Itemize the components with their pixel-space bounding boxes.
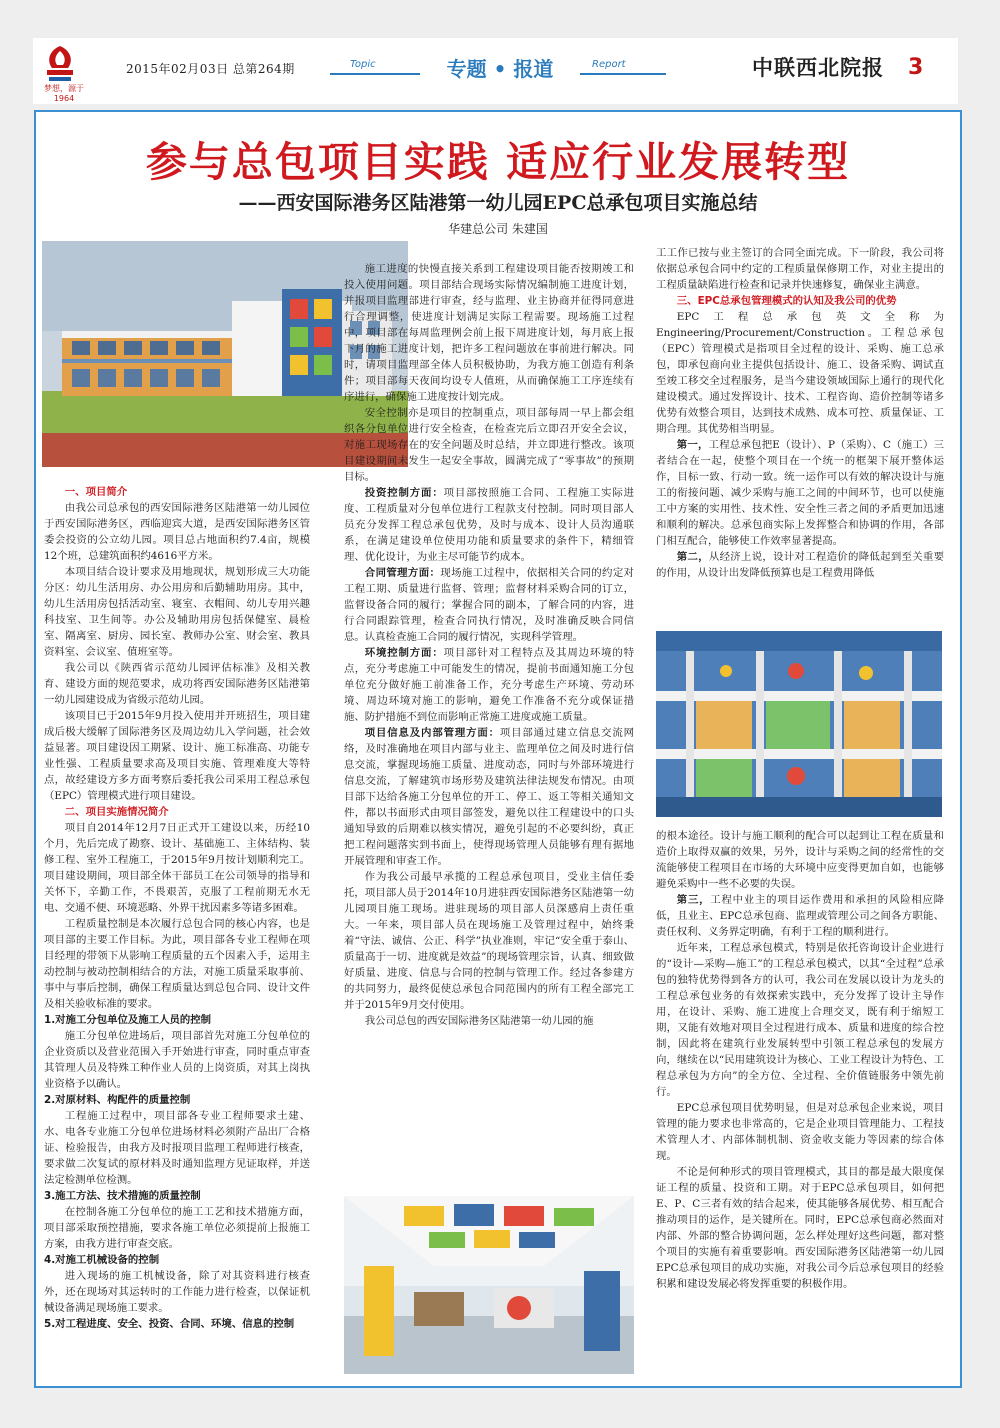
paragraph: 由我公司总承包的西安国际港务区陆港第一幼儿园位于西安国际港务区，西临迎宾大道，是西安国际港务区管委会投资的公立幼儿园。项目总占地面积约7.4亩，规模12个班，总建筑面积约4616平方米。 — [44, 502, 310, 562]
paragraph — [344, 645, 634, 725]
paragraph — [344, 725, 634, 869]
paragraph-lead: 项目信息及内部管理方面： — [364, 727, 500, 739]
paragraph — [344, 565, 634, 645]
issue-date: 2015年02月03日 总第264期 — [126, 62, 295, 76]
paragraph: 近年来，工程总承包模式，特别是依托咨询设计企业进行的“设计—采购—施工”的工程总承包模式，以其“全过程”总承包的独特优势得到各方的认可，我公司在发展以设计为龙头的工程总承包业务的有效探索实践中，充分发挥了设计主导作用，在设计、采购、施工进度上合理交叉，既有利于缩短工期，又能有效地对项目全过程进行成本、质量和进度的综合控制，因此将在建筑行业发展转型中引领工程总承包的发展方向，继续在以“民用建筑设计为核心、工业工程设计为特色、工程总承包为方向”的全方位、全过程、全价值链服务中领先前行。 — [656, 942, 944, 1098]
paragraph: 项目自2014年12月7日正式开工建设以来，历经10个月，先后完成了勘察、设计、基础施工、主体结构、装修工程、室外工程施工，于2015年9月按计划顺利完工。项目建设期间，项目部全体干部员工在公司领导的指导和关怀下，辛勤工作，不畏艰苦，克服了工程前期无水无电、交通不便、环境恶略、外界干扰因素多等诸多困难。 — [44, 822, 310, 914]
paragraph: 进入现场的施工机械设备，除了对其资料进行核查外，还在现场对其运转时的工作能力进行检查，以保证机械设备满足现场施工要求。 — [44, 1270, 310, 1314]
subsection-heading: 2.对原材料、构配件的质量控制 — [44, 1094, 191, 1106]
paragraph: 的根本途径。设计与施工顺利的配合可以起到让工程在质量和造价上取得双赢的效果，另外，设计与采购之间的经常性的交流能够使工程项目在市场的大环境中应变得更加自如，也能够避免采购中一些不必要的失误。 — [656, 830, 944, 890]
subsection-heading: 4.对施工机械设备的控制 — [44, 1254, 160, 1266]
paragraph: EPC总承包项目优势明显，但是对总承包企业来说，项目管理的能力要求也非常高的，它是企业项目管理能力、工程技术管理人才、内部体制机制、资金收支能力等因素的综合体现。 — [656, 1102, 944, 1162]
section-heading: 一、项目简介 — [64, 486, 128, 498]
paragraph — [656, 437, 944, 549]
paragraph-text: 项目部针对工程特点及其周边环境的特点，充分考虑施工中可能发生的情况，提前书面通知施工分包单位充分做好施工前准备工作，充分考虑生产环境、劳动环境、周边环境对施工的影响，避免工作准备不充分或保证措施、防护措施不到位而影响正常施工进度或施工质量。 — [344, 647, 634, 723]
paragraph-text: 现场施工过程中，依据相关合同的约定对工程工期、质量进行监督、管理；监督材料采购合同的订立，监督设备合同的履行；掌握合同的副本，了解合同的内容，进行合同跟踪管理，检查合同执行情况，及时准确反映合同信息。认真检查施工合同的履行情况，实现科学管理。 — [344, 567, 634, 643]
paragraph-lead: 第一， — [676, 439, 709, 451]
article-title: 参与总包项目实践 适应行业发展转型 — [145, 138, 851, 186]
topic-label-right: Report — [592, 59, 626, 70]
paragraph-text: 从经济上说，设计对工程造价的降低起到至关重要的作用，从设计出发降低预算也是工程费用降低 — [656, 551, 944, 579]
paragraph: 安全控制亦是项目的控制重点，项目部每周一早上都会组织各分包单位进行安全检查，在检查完后立即召开安全会议，对施工现场存在的安全问题及时总结，并立即进行整改。该项目建设期间未发生一起安全事故，圆满完成了“零事故”的预期目标。 — [344, 407, 634, 483]
paragraph: 施工进度的快慢直接关系到工程建设项目能否按期竣工和投入使用问题。项目部结合现场实际情况编制施工进度计划，并报项目监理部进行审查，经与监理、业主协商并征得同意进行合理调整，使进度计划满足实际工程需要。现场施工过程中，项目部在每周监理例会前上报下周进度计划，每月底上报下月的施工进度计划，把许多工程问题放在事前进行解决。同时，请项目监理部全体人员积极协助，为我方施工创造有利条件；项目部每天夜间均设专人值班，从而确保施工工序连续有序进行，确保施工进度按计划完成。 — [344, 263, 634, 403]
paragraph-text: 项目部按照施工合同、工程施工实际进度、工程质量对分包单位进行工程款支付控制。同时项目部人员充分发挥工程总承包优势，及时与成本、设计人员沟通联系，在满足建设单位使用功能和质量要求的条件下，精细管理、优化设计，为业主尽可能节约成本。 — [344, 487, 634, 563]
section-heading: 二、项目实施情况简介 — [64, 806, 169, 818]
paragraph — [344, 485, 634, 565]
paragraph-lead: 第二， — [676, 551, 709, 563]
paragraph-text: 工程中业主的项目运作费用和承担的风险相应降低，且业主、EPC总承包商、监理或管理公司之间各方职能、责任权利、义务界定明确，有利于工程的顺利进行。 — [656, 894, 944, 938]
paragraph-lead: 合同管理方面： — [364, 567, 441, 579]
paragraph: 在控制各施工分包单位的施工工艺和技术措施方面，项目部采取预控措施，要求各施工单位必须提前上报施工方案，由我方进行审查交底。 — [44, 1206, 310, 1250]
paragraph: 该项目已于2015年9月投入使用并开班招生，项目建成后极大缓解了国际港务区及周边幼儿入学问题，社会效益显著。项目建设因工期紧、设计、施工标准高、功能专业性强、工程质量要求高及项目实施、管理难度大等特点，故经建设方多方面考察后委托我公司采用工程总承包（EPC）管理模式进行项目建设。 — [44, 710, 310, 802]
column-2 — [344, 261, 634, 1191]
photo-atrium-corridor — [656, 631, 942, 817]
paragraph: 施工分包单位进场后，项目部首先对施工分包单位的企业资质以及营业范围入手开始进行审查，同时重点审查其管理人员及特殊工种作业人员的上岗资质，对其上岗执业资格予以确认。 — [44, 1030, 310, 1090]
topic-label-left: Topic — [350, 59, 376, 70]
paragraph: 工工作已按与业主签订的合同全面完成。下一阶段，我公司将依据总承包合同中约定的工程质量保修期工作，对业主提出的工程质量缺陷进行检查和记录并快速修复，确保业主满意。 — [656, 247, 944, 291]
newspaper-brand: 中联西北院报 — [752, 55, 884, 80]
subsection-heading: 3.施工方法、技术措施的质量控制 — [44, 1190, 201, 1202]
page-number: 3 — [908, 55, 924, 80]
paragraph: 我公司总包的西安国际港务区陆港第一幼儿园的施 — [364, 1015, 594, 1027]
paragraph-text: 项目部通过建立信息交流网络，及时准确地在项目内部与业主、监理单位之间及时进行信息交流，掌握现场施工质量、进度动态，同时与外部环境进行信息交流，了解建筑市场形势及建筑法律法规发布情况。由项目部下达给各施工分包单位的开工、停工、返工等相关通知文件，都以书面形式由项目部签发，避免以往工程建设中的口头通知导致的后期难以核实情况，避免引起的不必要纠纷，真正把工程问题落实到书面上，使得现场管理人员能够有理有据地开展管理和审查工作。 — [344, 727, 634, 867]
column-3-top — [656, 245, 944, 627]
paragraph: 我公司以《陕西省示范幼儿园评估标准》及相关教育、建设方面的规范要求，成功将西安国际港务区陆港第一幼儿园建设成为省级示范幼儿园。 — [44, 662, 310, 706]
paragraph-lead: 环境控制方面： — [364, 647, 444, 659]
paragraph: EPC工程总承包英文全称为Engineering/Procurement/Construction。工程总承包（EPC）管理模式是指项目全过程的设计、采购、施工总承包，即承包商向业主提供包括设计、施工、设备采购、调试直至竣工移交全过程服务，是当今建设领域国际上通行的现代化建设模式。通过发挥设计、技术、工程咨询、造价控制等诸多优势有效整合项目，达到技术成熟、成本可控、质量保证、工期合理。其优势相当明显。 — [656, 311, 944, 435]
section-topic-bar — [330, 53, 666, 85]
paragraph: 作为我公司最早承揽的工程总承包项目，受业主信任委托，项目部人员于2014年10月进驻西安国际港务区陆港第一幼儿园项目施工现场。进驻现场的项目部人员深感肩上责任重大。一年来，项目部人员在现场施工及管理过程中，始终秉着“守法、诚信、公正、科学”执业准则，牢记“安全重于泰山、质量高于一切、进度就是效益”的现场管理宗旨，认真、细致做好质量、进度、信息与合同的控制与管理工作。经过各参建方的共同努力，最终促使总承包合同范围内的所有工程全部完工并于2015年9月交付使用。 — [344, 871, 634, 1011]
paragraph-lead: 投资控制方面： — [364, 487, 444, 499]
photo-kindergarten-interior — [344, 1196, 634, 1374]
article-byline: 华建总公司 朱建国 — [448, 222, 548, 236]
section-heading: 三、EPC总承包管理模式的认知及我公司的优势 — [676, 295, 897, 307]
column-1 — [44, 484, 310, 1372]
section-title: 专题 • 报道 — [420, 53, 580, 82]
paragraph — [656, 892, 944, 940]
logo-caption: 梦想，源于1964 — [44, 84, 84, 103]
article-subtitle: ——西安国际港务区陆港第一幼儿园EPC总承包项目实施总结 — [238, 192, 758, 214]
paragraph-lead: 第三， — [676, 894, 711, 906]
subsection-heading: 5.对工程进度、安全、投资、合同、环境、信息的控制 — [44, 1318, 295, 1330]
paragraph-text: 工程总承包把E（设计）、P（采购）、C（施工）三者结合在一起，使整个项目在一个统一的框架下展开整体运作，目标一致、行动一致。统一运作可以有效的解决设计与施工的衔接问题、减少采购与施工之间的中间环节，也可以使施工中方案的实用性、技术性、安全性三者之间的矛盾更加迅速和顺利的解决。总承包商实际上发挥整合和协调的作用，各部门相互配合，能够使工作效率显著提高。 — [656, 439, 944, 547]
column-3-bottom — [656, 828, 944, 1374]
paragraph: 不论是何种形式的项目管理模式，其目的都是最大限度保证工程的质量、投资和工期。对于EPC总承包项目，如何把E、P、C三者有效的结合起来，使其能够各展优势、相互配合推动项目的运作，是关键所在。同时，EPC总承包商必然面对内部、外部的整合协调问题，怎么样处理好这些问题，都对整个项目的实施有着重要影响。西安国际港务区陆港第一幼儿园EPC总承包项目的成功实施，对我公司今后总承包项目的经验积累和建设发展必将发挥重要的积极作用。 — [656, 1166, 944, 1290]
paragraph: 工程施工过程中，项目部各专业工程师要求土建、水、电各专业施工分包单位进场材料必须附产品出厂合格证、检验报告，由我方及时报项目监理工程师进行核查，要求做二次复试的原材料及时通知监理方见证取样，并送法定检测单位检测。 — [44, 1110, 310, 1186]
paragraph: 本项目结合设计要求及用地现状，规划形成三大功能分区：幼儿生活用房、办公用房和后勤辅助用房。其中，幼儿生活用房包括活动室、寝室、衣帽间、幼儿专用兴趣科技室、卫生间等。办公及辅助用房包括保健室、晨检室、隔离室、厨房、园长室、教师办公室、财会室、教具资料室、会议室、值班室等。 — [44, 566, 310, 658]
subsection-heading: 1.对施工分包单位及施工人员的控制 — [44, 1014, 212, 1026]
paragraph — [656, 549, 944, 581]
paragraph: 工程质量控制是本次履行总包合同的核心内容，也是项目部的主要工作目标。为此，项目部各专业工程师在项目经理的带领下从影响工程质量的五个因素入手，运用主动控制与被动控制相结合的方法，对施工质量采取事前、事中与事后控制，确保工程质量达到总包合同、设计文件及相关验收标准的要求。 — [44, 918, 310, 1010]
